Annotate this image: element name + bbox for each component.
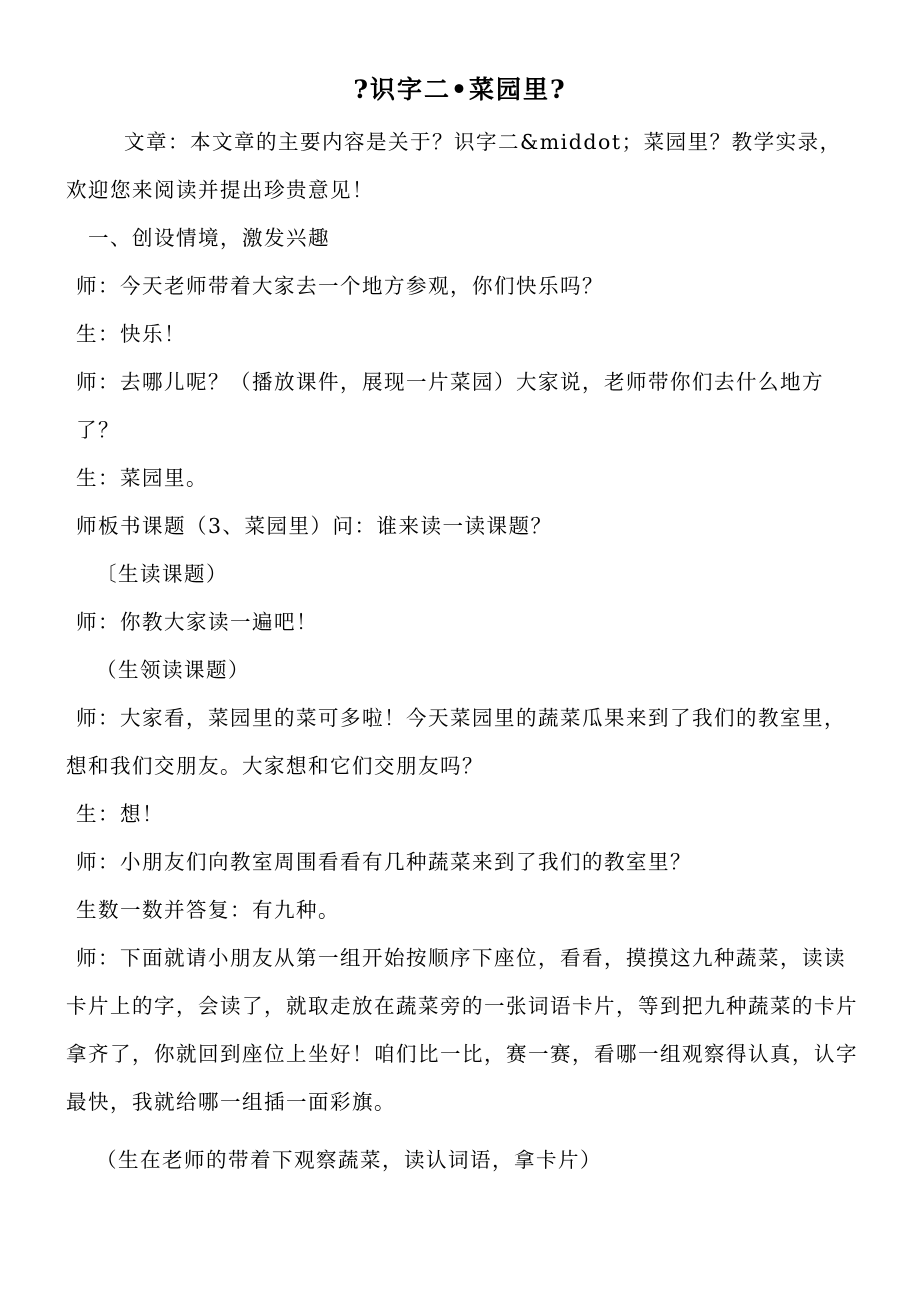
stage-direction: （生在老师的带着下观察蔬菜，读认词语，拿卡片） [96,1148,602,1172]
stage-direction: 〔生读课题） [96,562,228,586]
dialogue-line: 师：小朋友们向教室周围看看有几种蔬菜来到了我们的教室里？ [76,850,692,874]
dialogue-line: 师板书课题（3、菜园里）问：谁来读一读课题？ [76,514,553,538]
dialogue-line: 师：今天老师带着大家去一个地方参观，你们快乐吗？ [76,274,604,298]
dialogue-line: 师：大家看，菜园里的菜可多啦！今天菜园里的蔬菜瓜果来到了我们的教室里，想和我们交朋友。大家想和它们交朋友吗？ [66,706,846,778]
dialogue-line: 生：快乐！ [76,322,186,346]
dialogue-line: 生：想！ [76,802,164,826]
dialogue-line: 生：菜园里。 [76,466,208,490]
dialogue-line: 师：去哪儿呢？（播放课件，展现一片菜园）大家说，老师带你们去什么地方了？ [76,370,824,442]
dialogue-line: 师：下面就请小朋友从第一组开始按顺序下座位，看看，摸摸这九种蔬菜，读读卡片上的字，会读了，就取走放在蔬菜旁的一张词语卡片，等到把九种蔬菜的卡片拿齐了，你就回到座位上坐好！咱们比一比，赛一赛，看哪一组观察得认真，认字最快，我就给哪一组插一面彩旗。 [66,946,858,1114]
stage-direction: （生领读课题） [96,658,250,682]
intro-paragraph: 文章：本文章的主要内容是关于？识字二&middot；菜园里？教学实录，欢迎您来阅读并提出珍贵意见！ [66,130,842,202]
dialogue-line: 生数一数并答复：有九种。 [76,898,340,922]
section-heading: 一、创设情境，激发兴趣 [88,226,330,250]
dialogue-line: 师：你教大家读一遍吧！ [76,610,318,634]
page-title: ?识字二•菜园里? [353,75,567,104]
